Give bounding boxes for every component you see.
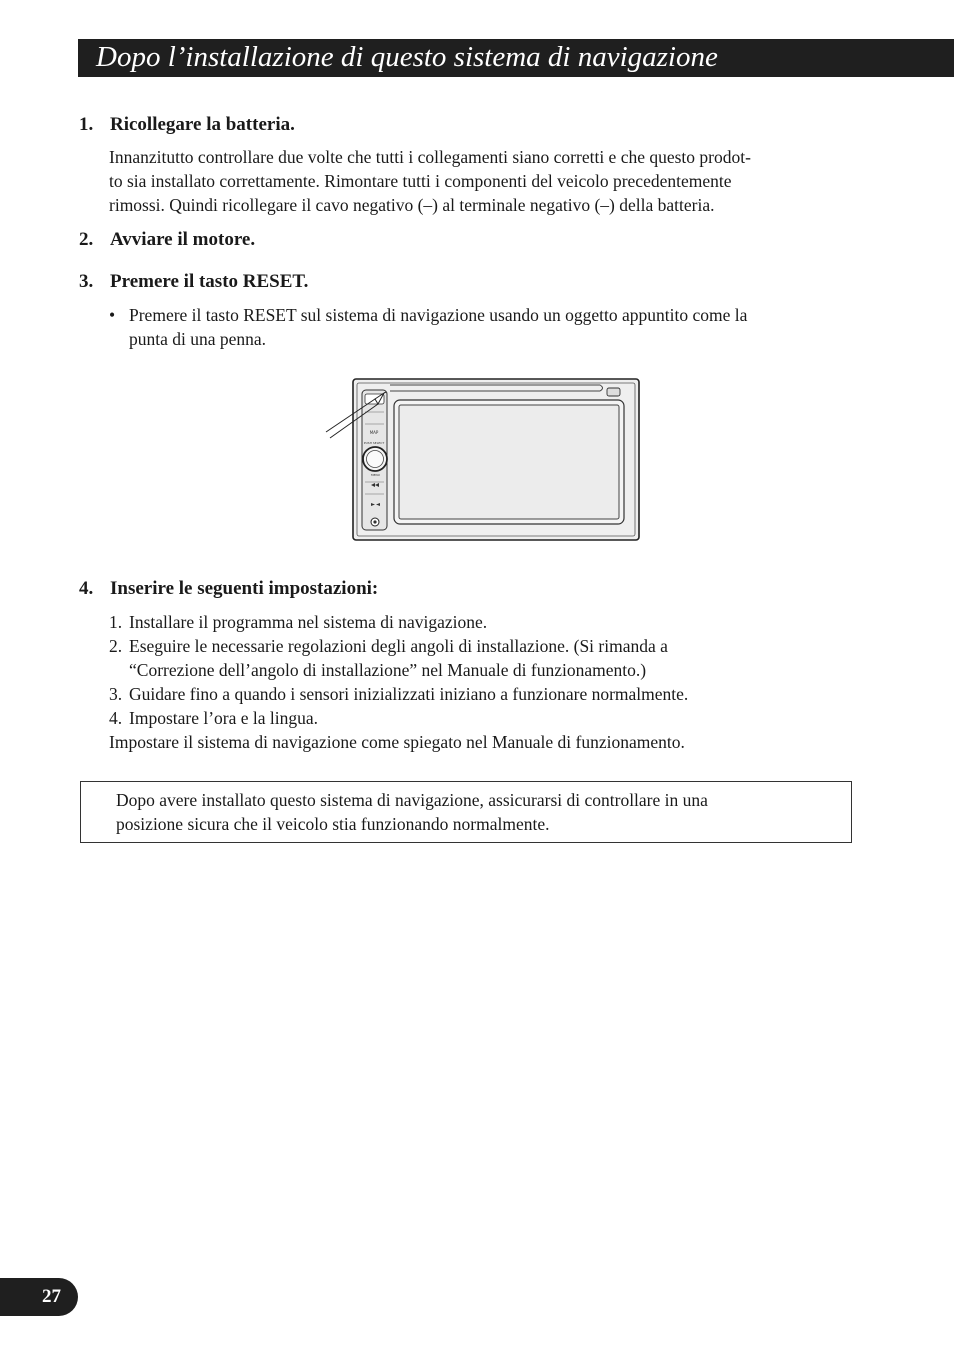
push-select-label: PUSH SELECT xyxy=(363,441,385,445)
bullet-text xyxy=(129,303,869,351)
step-2-title: Avviare il motore. xyxy=(110,229,256,250)
menu-label: MENU xyxy=(371,473,380,477)
note-line: posizione sicura che il veicolo stia funzionando normalmente. xyxy=(116,814,550,834)
step-1-heading xyxy=(79,113,295,137)
step-4-heading xyxy=(79,577,378,601)
list-item-text: Guidare fino a quando i sensori inizializzati iniziano a funzionare normalmente. xyxy=(129,684,689,704)
step-1-paragraph xyxy=(109,145,859,217)
list-item-text: Eseguire le necessarie regolazioni degli angoli di installazione. (Si rimanda a xyxy=(129,636,668,656)
navigation-unit-illustration xyxy=(320,372,650,549)
note-box xyxy=(80,781,852,843)
page-number: 27 xyxy=(42,1286,61,1307)
settings-list xyxy=(109,610,869,754)
list-item-continuation: “Correzione dell’angolo di installazione” nel Manuale di funzionamento.) xyxy=(129,660,647,680)
step-4-title: Inserire le seguenti impostazioni: xyxy=(110,578,379,599)
list-item-number: 2. xyxy=(109,636,123,656)
section-title-bar xyxy=(78,39,954,77)
note-line: Dopo avere installato questo sistema di navigazione, assicurarsi di controllare in una xyxy=(116,790,708,810)
list-item-text: Impostare l’ora e la lingua. xyxy=(129,708,319,728)
step-3-title: Premere il tasto RESET. xyxy=(110,271,309,292)
step-4-number: 4. xyxy=(79,578,94,599)
bullet-symbol: • xyxy=(109,305,116,325)
list-closing-text: Impostare il sistema di navigazione come spiegato nel Manuale di funzionamento. xyxy=(109,732,685,752)
step-1-number: 1. xyxy=(79,114,94,135)
list-item xyxy=(109,610,869,634)
step-1-title: Ricollegare la batteria. xyxy=(110,114,295,135)
step-1-line: to sia installato correttamente. Rimontare tutti i componenti del veicolo precedentemente xyxy=(109,171,732,191)
step-1-line: rimossi. Quindi ricollegare il cavo negativo (–) al terminale negativo (–) della batteria. xyxy=(109,195,715,215)
step-3-number: 3. xyxy=(79,271,94,292)
bullet-line: punta di una penna. xyxy=(129,329,267,349)
step-3-heading xyxy=(79,270,308,294)
page-number-tab xyxy=(0,1278,78,1316)
list-item-text: Installare il programma nel sistema di navigazione. xyxy=(129,612,488,632)
step-1-line: Innanzitutto controllare due volte che tutti i collegamenti siano corretti e che questo prodot- xyxy=(109,147,751,167)
navigation-unit-with-pen-icon xyxy=(320,372,650,544)
note-text xyxy=(116,788,708,836)
step-2-heading xyxy=(79,228,255,252)
page-title: Dopo l’installazione di questo sistema di navigazione xyxy=(96,41,718,73)
step-2-number: 2. xyxy=(79,229,94,250)
map-label: MAP xyxy=(369,430,379,435)
list-item-number: 3. xyxy=(109,684,123,704)
list-item xyxy=(109,634,869,682)
list-item-number: 4. xyxy=(109,708,123,728)
bullet-line: Premere il tasto RESET sul sistema di navigazione usando un oggetto appuntito come la xyxy=(129,305,748,325)
list-item-number: 1. xyxy=(109,612,123,632)
list-item xyxy=(109,706,869,730)
list-item xyxy=(109,682,869,706)
